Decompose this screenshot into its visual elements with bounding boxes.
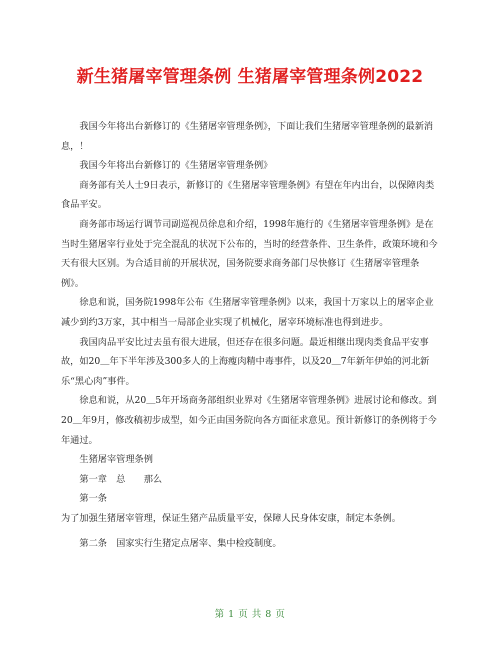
- paragraph: 为了加强生猪屠宰管理，保证生猪产品质量平安，保障人民身体安康，制定本条例。: [61, 512, 401, 524]
- paragraph: 我国今年将出台新修订的《生猪屠宰管理条例》，下面让我们生猪屠宰管理条例的最新消息，！: [61, 121, 434, 152]
- article-heading: 第一条: [79, 493, 107, 505]
- document-body: [61, 117, 441, 554]
- paragraph: 徐息和说，从20＿5年开场商务部组织业界对《生猪屠宰管理条例》进展讨论和修改。到20＿年9月，修改稿初步成型，如今正由国务院向各方面征求意见。预计新修订的条例将于今年通过。: [61, 395, 437, 446]
- section-heading: 生猪屠宰管理条例: [79, 454, 153, 466]
- chapter-heading: 第一章 总 那么: [79, 473, 163, 485]
- paragraph: 第二条 国家实行生猪定点屠宰、集中检疫制度。: [79, 538, 282, 550]
- document-title: 新生猪屠宰管理条例 生猪屠宰管理条例2022: [76, 67, 424, 87]
- paragraph: 商务部有关人士9日表示，新修订的《生猪屠宰管理条例》有望在年内出台，以保障肉类食品平安。: [61, 179, 435, 211]
- paragraph: 我国今年将出台新修订的《生猪屠宰管理条例》: [79, 160, 273, 172]
- page-indicator: 第 1 页 共 8 页: [214, 609, 286, 620]
- paragraph: 徐息和说，国务院1998年公布《生猪屠宰管理条例》以来，我国十万家以上的屠宰企业减少到约3万家，其中相当一局部企业实现了机械化，屠宰环境标准也得到进步。: [61, 297, 434, 328]
- paragraph: 商务部市场运行调节司副巡视员徐息和介绍，1998年施行的《生猪屠宰管理条例》是在当时生猪屠宰行业处于完全混乱的状况下公布的，当时的经营条件、卫生条件，政策环境和今天有很大区别。为合适目前的开展状况，国务院要求商务部门尽快修订《生猪屠宰管理条例》。: [61, 218, 438, 289]
- paragraph: 我国肉品平安比过去虽有很大进展，但还存在很多问题。最近相继出现肉类食品平安事故，如20＿年下半年涉及300多人的上海瘦肉精中毒事件，以及20＿7年新年伊始的河北新乐“黑心肉”事件。: [61, 336, 430, 387]
